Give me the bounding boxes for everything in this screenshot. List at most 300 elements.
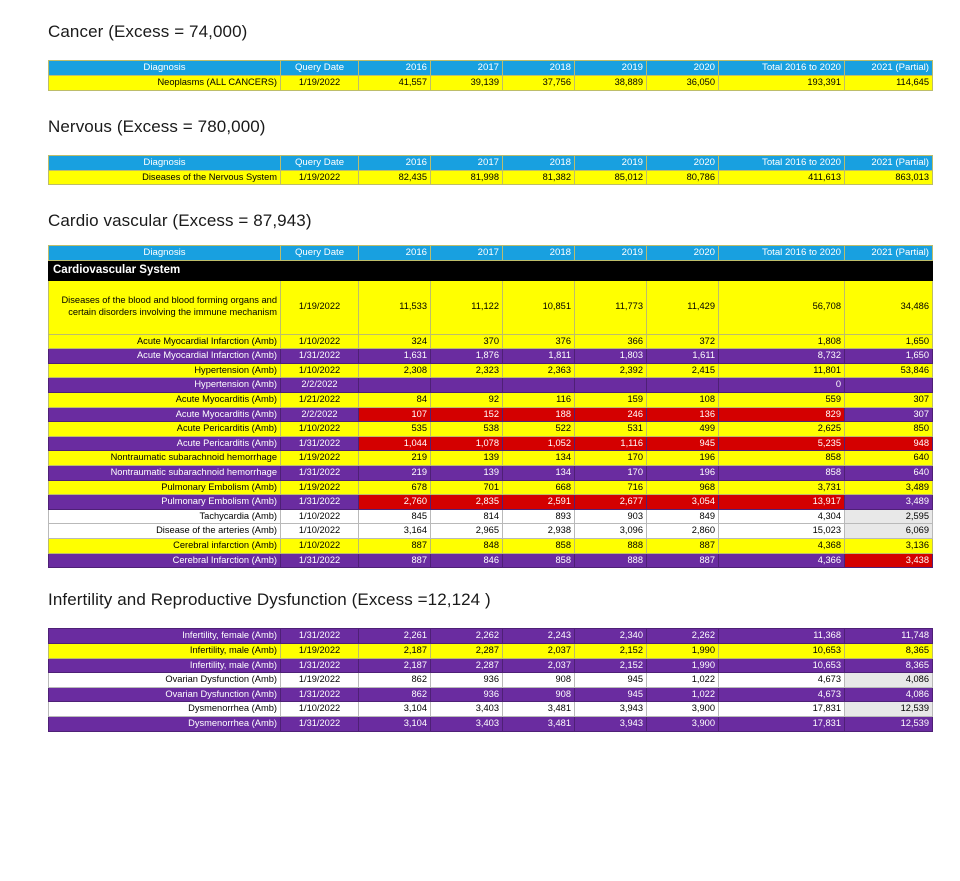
column-header-query-date: Query Date (281, 61, 359, 76)
section-title-nervous: Nervous (Excess = 780,000) (48, 116, 266, 136)
cell-query-date: 1/10/2022 (281, 422, 359, 437)
table-infertility (48, 628, 933, 731)
column-header-2021-partial: 2021 (Partial) (845, 61, 933, 76)
cell-value: 36,050 (647, 75, 719, 90)
cell-diagnosis: Neoplasms (ALL CANCERS) (49, 75, 281, 90)
table-row (49, 363, 933, 378)
cell-value: 196 (647, 451, 719, 466)
cell-value: 2,262 (647, 629, 719, 644)
column-header-total: Total 2016 to 2020 (719, 155, 845, 170)
cell-value: 858 (719, 451, 845, 466)
cell-query-date: 1/10/2022 (281, 702, 359, 717)
cell-value: 1,876 (431, 349, 503, 364)
column-header-2020: 2020 (647, 61, 719, 76)
cell-value: 41,557 (359, 75, 431, 90)
table-row (49, 673, 933, 688)
cell-value: 376 (503, 334, 575, 349)
cell-diagnosis: Acute Pericarditis (Amb) (49, 436, 281, 451)
cell-query-date: 1/19/2022 (281, 451, 359, 466)
group-band-row (49, 261, 933, 280)
spacer (0, 568, 960, 590)
cell-value: 829 (719, 407, 845, 422)
column-header-query-date: Query Date (281, 155, 359, 170)
cell-value: 678 (359, 480, 431, 495)
column-header-2017: 2017 (431, 155, 503, 170)
table-row (49, 334, 933, 349)
cell-value: 4,304 (719, 509, 845, 524)
table-row (49, 687, 933, 702)
cell-value: 908 (503, 687, 575, 702)
cell-query-date: 1/31/2022 (281, 687, 359, 702)
cell-value: 887 (359, 553, 431, 568)
column-header-total: Total 2016 to 2020 (719, 61, 845, 76)
column-header-2021-partial: 2021 (Partial) (845, 155, 933, 170)
table-row (49, 451, 933, 466)
cell-value: 850 (845, 422, 933, 437)
table-row (49, 280, 933, 334)
table-row (49, 392, 933, 407)
cell-value: 499 (647, 422, 719, 437)
cell-value: 2,860 (647, 524, 719, 539)
cell-value: 12,539 (845, 716, 933, 731)
cell-value: 139 (431, 451, 503, 466)
header-row (49, 61, 933, 76)
cell-value: 945 (647, 436, 719, 451)
cell-value: 3,900 (647, 702, 719, 717)
cell-value: 307 (845, 392, 933, 407)
cell-diagnosis: Diseases of the Nervous System (49, 170, 281, 185)
column-header-2016: 2016 (359, 61, 431, 76)
cell-value: 81,998 (431, 170, 503, 185)
cell-value: 531 (575, 422, 647, 437)
cell-diagnosis: Dysmenorrhea (Amb) (49, 702, 281, 717)
cell-diagnosis: Dysmenorrhea (Amb) (49, 716, 281, 731)
cell-value (845, 378, 933, 393)
cell-diagnosis: Acute Myocardial Infarction (Amb) (49, 349, 281, 364)
cell-value: 863,013 (845, 170, 933, 185)
cell-value: 936 (431, 687, 503, 702)
cell-value: 116 (503, 392, 575, 407)
column-header-2016: 2016 (359, 246, 431, 261)
cell-value: 2,363 (503, 363, 575, 378)
cell-diagnosis: Hypertension (Amb) (49, 363, 281, 378)
cell-value: 193,391 (719, 75, 845, 90)
cell-value: 11,533 (359, 280, 431, 334)
column-header-2021-partial: 2021 (Partial) (845, 246, 933, 261)
cell-query-date: 1/31/2022 (281, 495, 359, 510)
column-header-diagnosis: Diagnosis (49, 246, 281, 261)
cell-value: 10,653 (719, 643, 845, 658)
cell-value: 85,012 (575, 170, 647, 185)
cell-query-date: 1/10/2022 (281, 509, 359, 524)
cell-value: 640 (845, 466, 933, 481)
column-header-query-date: Query Date (281, 246, 359, 261)
cell-value: 4,673 (719, 687, 845, 702)
column-header-2017: 2017 (431, 61, 503, 76)
column-header-total: Total 2016 to 2020 (719, 246, 845, 261)
header-row (49, 246, 933, 261)
cell-value: 887 (359, 539, 431, 554)
table-row (49, 702, 933, 717)
cell-value: 6,069 (845, 524, 933, 539)
cell-value: 80,786 (647, 170, 719, 185)
cell-diagnosis: Disease of the arteries (Amb) (49, 524, 281, 539)
column-header-2020: 2020 (647, 155, 719, 170)
cell-diagnosis: Acute Pericarditis (Amb) (49, 422, 281, 437)
cell-value: 2,287 (431, 658, 503, 673)
spacer (0, 137, 960, 155)
cell-value: 136 (647, 407, 719, 422)
cell-value: 12,539 (845, 702, 933, 717)
cell-diagnosis: Acute Myocarditis (Amb) (49, 392, 281, 407)
cell-value: 849 (647, 509, 719, 524)
cell-value: 370 (431, 334, 503, 349)
cell-value (503, 378, 575, 393)
table-row (49, 407, 933, 422)
table-body-infertility (49, 629, 933, 731)
cell-value: 3,731 (719, 480, 845, 495)
cell-query-date: 2/2/2022 (281, 378, 359, 393)
table-row (49, 509, 933, 524)
cell-value: 3,104 (359, 702, 431, 717)
cell-query-date: 1/31/2022 (281, 629, 359, 644)
cell-value: 2,938 (503, 524, 575, 539)
cell-value: 3,164 (359, 524, 431, 539)
cell-query-date: 1/31/2022 (281, 716, 359, 731)
cell-value: 2,625 (719, 422, 845, 437)
table-row (49, 480, 933, 495)
cell-value: 945 (575, 687, 647, 702)
cell-value: 4,366 (719, 553, 845, 568)
cell-diagnosis: Infertility, male (Amb) (49, 643, 281, 658)
cell-value: 1,650 (845, 334, 933, 349)
cell-diagnosis: Infertility, male (Amb) (49, 658, 281, 673)
cell-value: 37,756 (503, 75, 575, 90)
cell-value: 668 (503, 480, 575, 495)
cell-value: 538 (431, 422, 503, 437)
cell-value: 324 (359, 334, 431, 349)
table-row (49, 539, 933, 554)
table-row (49, 553, 933, 568)
cell-value: 11,122 (431, 280, 503, 334)
cell-value: 11,368 (719, 629, 845, 644)
table-header (49, 61, 933, 76)
column-header-2017: 2017 (431, 246, 503, 261)
cell-value: 4,086 (845, 673, 933, 688)
cell-value: 2,835 (431, 495, 503, 510)
cell-value: 2,243 (503, 629, 575, 644)
cell-value: 2,595 (845, 509, 933, 524)
cell-value: 38,889 (575, 75, 647, 90)
cell-value: 3,481 (503, 716, 575, 731)
cell-value: 3,943 (575, 702, 647, 717)
cell-value: 4,368 (719, 539, 845, 554)
spacer (0, 42, 960, 60)
cell-value: 0 (719, 378, 845, 393)
table-row (49, 629, 933, 644)
table-row (49, 466, 933, 481)
cell-value: 1,052 (503, 436, 575, 451)
cell-value: 10,851 (503, 280, 575, 334)
cell-diagnosis: Cerebral infarction (Amb) (49, 539, 281, 554)
cell-value: 3,403 (431, 702, 503, 717)
cell-diagnosis: Acute Myocarditis (Amb) (49, 407, 281, 422)
cell-diagnosis: Pulmonary Embolism (Amb) (49, 480, 281, 495)
table-row (49, 75, 933, 90)
cell-value: 2,677 (575, 495, 647, 510)
cell-value: 858 (503, 539, 575, 554)
cell-value: 535 (359, 422, 431, 437)
cell-value: 2,037 (503, 658, 575, 673)
section-title-cancer: Cancer (Excess = 74,000) (48, 22, 248, 41)
cell-value: 2,262 (431, 629, 503, 644)
cell-value: 848 (431, 539, 503, 554)
table-nervous (48, 155, 933, 186)
cell-value: 1,116 (575, 436, 647, 451)
table-body-nervous (49, 170, 933, 185)
cell-diagnosis: Ovarian Dysfunction (Amb) (49, 687, 281, 702)
cell-diagnosis: Acute Myocardial Infarction (Amb) (49, 334, 281, 349)
table-body-cardiovascular (49, 261, 933, 568)
cell-value: 8,365 (845, 658, 933, 673)
cell-diagnosis: Diseases of the blood and blood forming organs and certain disorders involving the immune mechanism (49, 280, 281, 334)
cell-value: 2,037 (503, 643, 575, 658)
cell-value: 372 (647, 334, 719, 349)
spacer (0, 231, 960, 245)
cell-value: 411,613 (719, 170, 845, 185)
cell-value: 3,900 (647, 716, 719, 731)
table-row (49, 422, 933, 437)
cell-value: 701 (431, 480, 503, 495)
cell-value: 159 (575, 392, 647, 407)
cell-query-date: 1/19/2022 (281, 280, 359, 334)
cell-value: 936 (431, 673, 503, 688)
cell-value: 640 (845, 451, 933, 466)
table-row (49, 495, 933, 510)
cell-value: 716 (575, 480, 647, 495)
column-header-2018: 2018 (503, 246, 575, 261)
cell-value: 15,023 (719, 524, 845, 539)
table-row (49, 658, 933, 673)
cell-value: 11,801 (719, 363, 845, 378)
cell-value: 8,732 (719, 349, 845, 364)
table-row (49, 436, 933, 451)
table-cancer (48, 60, 933, 91)
group-band-label: Cardiovascular System (49, 261, 933, 280)
cell-diagnosis: Infertility, female (Amb) (49, 629, 281, 644)
cell-value (647, 378, 719, 393)
cell-value: 2,308 (359, 363, 431, 378)
cell-diagnosis: Nontraumatic subarachnoid hemorrhage (49, 451, 281, 466)
cell-value: 196 (647, 466, 719, 481)
cell-value: 559 (719, 392, 845, 407)
cell-value: 56,708 (719, 280, 845, 334)
cell-value: 219 (359, 466, 431, 481)
column-header-2018: 2018 (503, 155, 575, 170)
cell-value: 1,611 (647, 349, 719, 364)
cell-value: 4,086 (845, 687, 933, 702)
cell-value: 307 (845, 407, 933, 422)
cell-value: 1,803 (575, 349, 647, 364)
cell-value: 1,990 (647, 658, 719, 673)
cell-value: 968 (647, 480, 719, 495)
cell-value: 945 (575, 673, 647, 688)
cell-query-date: 2/2/2022 (281, 407, 359, 422)
cell-diagnosis: Ovarian Dysfunction (Amb) (49, 673, 281, 688)
table-row (49, 524, 933, 539)
cell-value: 1,078 (431, 436, 503, 451)
cell-value: 3,104 (359, 716, 431, 731)
cell-query-date: 1/10/2022 (281, 363, 359, 378)
cell-value: 2,187 (359, 643, 431, 658)
cell-value: 3,489 (845, 480, 933, 495)
cell-value: 1,631 (359, 349, 431, 364)
cell-diagnosis: Nontraumatic subarachnoid hemorrhage (49, 466, 281, 481)
cell-value: 108 (647, 392, 719, 407)
cell-diagnosis: Tachycardia (Amb) (49, 509, 281, 524)
cell-value: 3,489 (845, 495, 933, 510)
cell-value: 2,415 (647, 363, 719, 378)
cell-value: 246 (575, 407, 647, 422)
cell-value: 2,152 (575, 643, 647, 658)
cell-value (359, 378, 431, 393)
cell-value: 107 (359, 407, 431, 422)
cell-value: 82,435 (359, 170, 431, 185)
cell-value: 4,673 (719, 673, 845, 688)
cell-value: 948 (845, 436, 933, 451)
cell-query-date: 1/21/2022 (281, 392, 359, 407)
cell-query-date: 1/19/2022 (281, 480, 359, 495)
cell-value: 2,760 (359, 495, 431, 510)
cell-value: 188 (503, 407, 575, 422)
spacer (0, 91, 960, 117)
cell-value: 134 (503, 451, 575, 466)
cell-value: 903 (575, 509, 647, 524)
cell-value: 17,831 (719, 716, 845, 731)
cell-value: 219 (359, 451, 431, 466)
spacer (0, 610, 960, 628)
cell-value: 3,054 (647, 495, 719, 510)
cell-value: 84 (359, 392, 431, 407)
cell-value: 1,022 (647, 673, 719, 688)
cell-value: 893 (503, 509, 575, 524)
cell-value: 3,943 (575, 716, 647, 731)
column-header-2019: 2019 (575, 246, 647, 261)
cell-query-date: 1/31/2022 (281, 436, 359, 451)
cell-value: 2,340 (575, 629, 647, 644)
cell-value: 1,808 (719, 334, 845, 349)
cell-value: 2,323 (431, 363, 503, 378)
column-header-2018: 2018 (503, 61, 575, 76)
cell-value: 887 (647, 553, 719, 568)
cell-value: 2,965 (431, 524, 503, 539)
cell-diagnosis: Pulmonary Embolism (Amb) (49, 495, 281, 510)
column-header-2016: 2016 (359, 155, 431, 170)
cell-value: 1,990 (647, 643, 719, 658)
table-body-cancer (49, 75, 933, 90)
top-spacer (0, 0, 960, 22)
cell-value: 81,382 (503, 170, 575, 185)
cell-query-date: 1/31/2022 (281, 553, 359, 568)
cell-query-date: 1/19/2022 (281, 643, 359, 658)
table-row (49, 378, 933, 393)
cell-value: 1,650 (845, 349, 933, 364)
section-title-infertility: Infertility and Reproductive Dysfunction (Excess =12,124 ) (48, 590, 491, 610)
cell-value: 814 (431, 509, 503, 524)
cell-value: 862 (359, 673, 431, 688)
cell-value: 8,365 (845, 643, 933, 658)
cell-value: 2,591 (503, 495, 575, 510)
cell-value: 11,748 (845, 629, 933, 644)
column-header-2020: 2020 (647, 246, 719, 261)
cell-query-date: 1/10/2022 (281, 524, 359, 539)
cell-value: 2,187 (359, 658, 431, 673)
header-row (49, 155, 933, 170)
cell-value: 862 (359, 687, 431, 702)
cell-value (575, 378, 647, 393)
cell-value: 92 (431, 392, 503, 407)
table-header (49, 155, 933, 170)
cell-value: 34,486 (845, 280, 933, 334)
cell-value: 53,846 (845, 363, 933, 378)
cell-value: 114,645 (845, 75, 933, 90)
cell-value: 887 (647, 539, 719, 554)
cell-value: 2,152 (575, 658, 647, 673)
cell-value (431, 378, 503, 393)
cell-value: 3,403 (431, 716, 503, 731)
cell-query-date: 1/10/2022 (281, 334, 359, 349)
cell-value: 11,429 (647, 280, 719, 334)
column-header-2019: 2019 (575, 61, 647, 76)
cell-value: 139 (431, 466, 503, 481)
cell-query-date: 1/19/2022 (281, 75, 359, 90)
cell-value: 3,481 (503, 702, 575, 717)
table-cardiovascular (48, 245, 933, 568)
cell-value: 888 (575, 539, 647, 554)
table-row (49, 716, 933, 731)
table-header (49, 246, 933, 261)
cell-diagnosis: Cerebral Infarction (Amb) (49, 553, 281, 568)
cell-value: 134 (503, 466, 575, 481)
cell-value: 858 (503, 553, 575, 568)
cell-value: 888 (575, 553, 647, 568)
cell-query-date: 1/31/2022 (281, 658, 359, 673)
cell-value: 366 (575, 334, 647, 349)
cell-value: 845 (359, 509, 431, 524)
cell-value: 39,139 (431, 75, 503, 90)
cell-value: 3,438 (845, 553, 933, 568)
cell-value: 1,044 (359, 436, 431, 451)
section-title-cardiovascular: Cardio vascular (Excess = 87,943) (48, 211, 312, 231)
cell-value: 11,773 (575, 280, 647, 334)
cell-value: 5,235 (719, 436, 845, 451)
column-header-diagnosis: Diagnosis (49, 61, 281, 76)
table-row (49, 349, 933, 364)
cell-value: 3,096 (575, 524, 647, 539)
cell-value: 170 (575, 451, 647, 466)
cell-diagnosis: Hypertension (Amb) (49, 378, 281, 393)
cell-value: 3,136 (845, 539, 933, 554)
cell-value: 13,917 (719, 495, 845, 510)
cell-value: 846 (431, 553, 503, 568)
spacer (0, 185, 960, 211)
cell-value: 908 (503, 673, 575, 688)
cell-query-date: 1/31/2022 (281, 349, 359, 364)
cell-query-date: 1/10/2022 (281, 539, 359, 554)
cell-value: 170 (575, 466, 647, 481)
column-header-2019: 2019 (575, 155, 647, 170)
cell-query-date: 1/31/2022 (281, 466, 359, 481)
